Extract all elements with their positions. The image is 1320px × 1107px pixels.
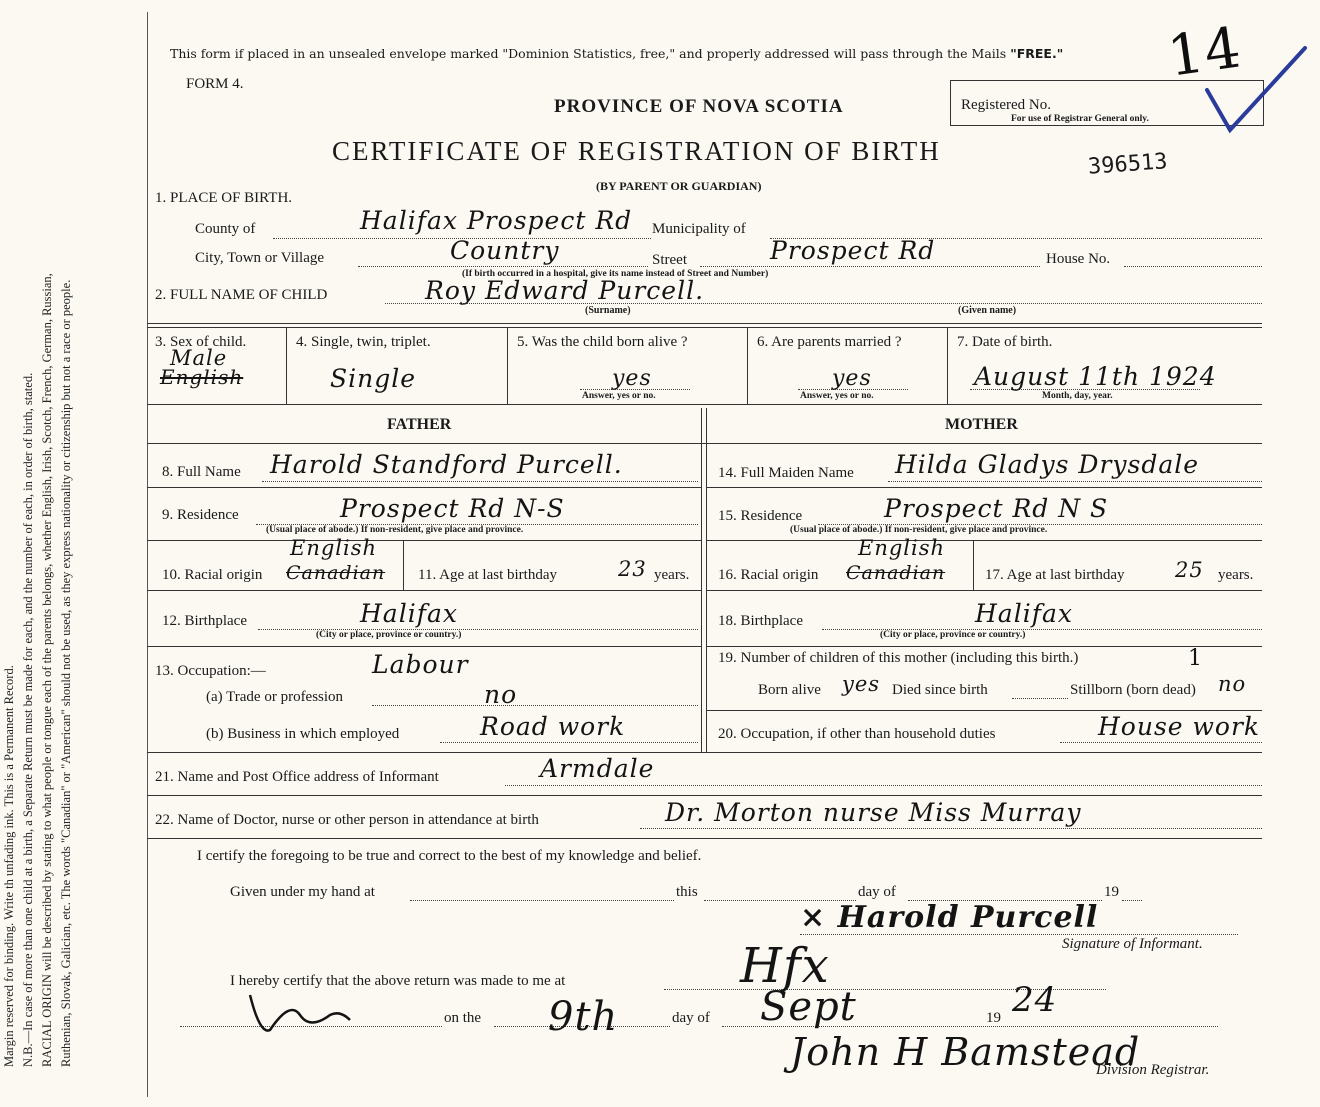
father-racial-value: English bbox=[290, 536, 378, 560]
father-row-3 bbox=[147, 590, 701, 591]
this-label: this bbox=[676, 884, 698, 900]
informant-signature-line bbox=[800, 934, 1238, 935]
county-value: Halifax Prospect Rd bbox=[360, 206, 633, 235]
year-line bbox=[1122, 900, 1142, 901]
dob-caption: Month, day, year. bbox=[1042, 391, 1113, 401]
registrar-statement: I hereby certify that the above return was made to me at bbox=[230, 973, 566, 989]
municipality-label: Municipality of bbox=[652, 221, 746, 237]
mother-birthplace-value: Halifax bbox=[975, 599, 1073, 628]
parents-divider bbox=[701, 408, 702, 752]
margin-line-nb: N.B.—In case of more than one child at a birth, a Separate Return must be made for each, and the number of each, in order of birth, stated. bbox=[21, 372, 35, 1067]
married-caption: Answer, yes or no. bbox=[800, 391, 874, 401]
father-racial-label: 10. Racial origin bbox=[162, 567, 263, 583]
father-birthplace-caption: (City or place, province or country.) bbox=[316, 630, 462, 640]
stamp-number: 396513 bbox=[1087, 149, 1169, 180]
mother-residence-label: 15. Residence bbox=[718, 508, 803, 524]
hospital-note: (If birth occurred in a hospital, give its name instead of Street and Number) bbox=[462, 269, 769, 279]
registrar-signature: John H Bamstead bbox=[790, 1030, 1141, 1074]
mother-name-label: 14. Full Maiden Name bbox=[718, 465, 854, 481]
died-line bbox=[1012, 698, 1068, 699]
child-name-value: Roy Edward Purcell. bbox=[425, 276, 705, 305]
plurality-value: Single bbox=[330, 364, 417, 393]
mother-name-line bbox=[888, 481, 1262, 482]
trade-value: no bbox=[484, 680, 518, 709]
father-heading: FATHER bbox=[387, 416, 452, 433]
place-heading: 1. PLACE OF BIRTH. bbox=[155, 190, 293, 206]
margin-notes bbox=[0, 12, 140, 1107]
row-divider-2 bbox=[147, 404, 1262, 405]
mail-free: "FREE." bbox=[1010, 46, 1064, 61]
mother-occupation-label: 20. Occupation, if other than household duties bbox=[718, 726, 996, 742]
father-occupation-value: Labour bbox=[372, 650, 469, 679]
died-label: Died since birth bbox=[892, 682, 988, 698]
dob-label: 7. Date of birth. bbox=[957, 334, 1053, 350]
father-occupation-label: 13. Occupation:— bbox=[155, 663, 266, 679]
mother-residence-caption: (Usual place of abode.) If non-resident, give place and province. bbox=[790, 525, 1048, 535]
street-label: Street bbox=[652, 252, 687, 268]
doctor-value: Dr. Morton nurse Miss Murray bbox=[665, 798, 1082, 827]
mother-occupation-value: House work bbox=[1098, 712, 1261, 741]
mother-birthplace-caption: (City or place, province or country.) bbox=[880, 630, 1026, 640]
alive-caption: Answer, yes or no. bbox=[582, 391, 656, 401]
registrar-flourish-icon bbox=[240, 985, 360, 1045]
street-line bbox=[700, 266, 1040, 267]
sex-label: 3. Sex of child. bbox=[155, 334, 247, 350]
stillborn-label: Stillborn (born dead) bbox=[1070, 682, 1196, 698]
registrar-place-value: Hfx bbox=[740, 938, 830, 994]
sex-value: Male bbox=[170, 346, 228, 370]
father-age-value: 23 bbox=[618, 557, 647, 581]
dob-value: August 11th 1924 bbox=[974, 362, 1217, 391]
certificate-subtitle: (BY PARENT OR GUARDIAN) bbox=[596, 179, 762, 193]
children-label: 19. Number of children of this mother (including this birth.) bbox=[718, 650, 1079, 666]
mother-age-value: 25 bbox=[1175, 558, 1204, 582]
father-age-unit: years. bbox=[654, 567, 690, 583]
registrar-month-value: Sept bbox=[760, 984, 857, 1030]
registrar-caption: Division Registrar. bbox=[1096, 1062, 1210, 1078]
given-line bbox=[410, 900, 674, 901]
day-of-label-2: day of bbox=[672, 1010, 710, 1026]
col-divider-1 bbox=[286, 327, 287, 404]
row-divider-4 bbox=[147, 795, 1262, 796]
margin-divider bbox=[147, 12, 148, 1097]
mother-birthplace-label: 18. Birthplace bbox=[718, 613, 803, 629]
mother-row-4 bbox=[706, 646, 1262, 647]
mother-age-label: 17. Age at last birthday bbox=[985, 567, 1125, 583]
city-line bbox=[358, 266, 648, 267]
mother-residence-value: Prospect Rd N S bbox=[884, 494, 1109, 523]
given-label: Given under my hand at bbox=[230, 884, 375, 900]
on-the-label: on the bbox=[444, 1010, 482, 1026]
father-row-4 bbox=[147, 646, 701, 647]
row-divider-5 bbox=[147, 838, 1262, 839]
city-label: City, Town or Village bbox=[195, 250, 325, 266]
father-residence-caption: (Usual place of abode.) If non-resident, give place and province. bbox=[266, 525, 524, 535]
father-name-label: 8. Full Name bbox=[162, 464, 241, 480]
mother-age-unit: years. bbox=[1218, 567, 1254, 583]
mail-notice: This form if placed in an unsealed envelope marked "Dominion Statistics, free," and properly addressed will pass through the Mails "FREE." bbox=[170, 46, 1064, 61]
father-residence-value: Prospect Rd N-S bbox=[340, 494, 565, 523]
plurality-label: 4. Single, twin, triplet. bbox=[296, 334, 431, 350]
stillborn-value: no bbox=[1218, 672, 1247, 696]
mother-racial-divider bbox=[973, 540, 974, 590]
married-label: 6. Are parents married ? bbox=[757, 334, 902, 350]
mother-row-3 bbox=[706, 590, 1262, 591]
registered-mark: 14 bbox=[1163, 15, 1246, 90]
parents-heading-line bbox=[147, 443, 1262, 444]
mother-name-value: Hilda Gladys Drysdale bbox=[895, 450, 1200, 479]
business-label: (b) Business in which employed bbox=[206, 726, 400, 742]
row-divider-3 bbox=[147, 752, 1262, 753]
doctor-label: 22. Name of Doctor, nurse or other person in attendance at birth bbox=[155, 812, 539, 828]
informant-line bbox=[505, 785, 1262, 786]
city-value: Country bbox=[450, 236, 560, 265]
given-caption: (Given name) bbox=[958, 305, 1017, 316]
province-heading: PROVINCE OF NOVA SCOTIA bbox=[554, 96, 844, 117]
form-number: FORM 4. bbox=[186, 76, 244, 92]
mother-heading: MOTHER bbox=[945, 416, 1018, 433]
child-name-label: 2. FULL NAME OF CHILD bbox=[155, 287, 328, 303]
married-value: yes bbox=[832, 366, 872, 391]
street-value: Prospect Rd bbox=[770, 236, 936, 265]
registrar-note: For use of Registrar General only. bbox=[1011, 114, 1149, 124]
registered-label: Registered No. bbox=[961, 97, 1051, 113]
house-line bbox=[1124, 266, 1262, 267]
row-divider-1 bbox=[147, 323, 1262, 324]
margin-line-racial: RACIAL ORIGIN will be described by stating to what people or tongue each of the parents belongs, whether English, Irish, Scotch, French, German, Russian, bbox=[40, 273, 54, 1067]
father-racial-struck: Canadian bbox=[286, 562, 386, 584]
informant-signature: × Harold Purcell bbox=[800, 900, 1099, 935]
mother-row-5 bbox=[706, 710, 1262, 711]
father-name-value: Harold Standford Purcell. bbox=[270, 450, 623, 479]
registrar-day-value: 9th bbox=[548, 994, 619, 1040]
county-label: County of bbox=[195, 221, 256, 237]
father-residence-label: 9. Residence bbox=[162, 507, 239, 523]
mother-racial-value: English bbox=[858, 536, 946, 560]
mother-occupation-line bbox=[1060, 742, 1262, 743]
margin-line-racial-2: Ruthenian, Slovak, Galician, etc. The words "Canadian" or "American" should not be used, as they express nationality or citizenship but not a race or people. bbox=[59, 279, 73, 1067]
doctor-line bbox=[640, 828, 1262, 829]
business-line bbox=[440, 742, 698, 743]
business-value: Road work bbox=[480, 712, 626, 741]
house-label: House No. bbox=[1046, 251, 1111, 267]
day-of-label: day of bbox=[858, 884, 896, 900]
mother-row-1 bbox=[706, 487, 1262, 488]
parents-divider-b bbox=[706, 408, 707, 752]
col-divider-2 bbox=[507, 327, 508, 404]
father-row-2 bbox=[147, 540, 701, 541]
certify-statement: I certify the foregoing to be true and correct to the best of my knowledge and belief. bbox=[197, 848, 702, 864]
father-row-1 bbox=[147, 487, 701, 488]
certificate-title: CERTIFICATE OF REGISTRATION OF BIRTH bbox=[332, 136, 941, 166]
alive-value: yes bbox=[612, 366, 652, 391]
informant-value: Armdale bbox=[540, 754, 655, 783]
col-divider-4 bbox=[947, 327, 948, 404]
year-prefix-2: 19 bbox=[986, 1010, 1001, 1026]
mother-racial-label: 16. Racial origin bbox=[718, 567, 819, 583]
father-birthplace-value: Halifax bbox=[360, 599, 458, 628]
checkmark-icon bbox=[1195, 40, 1315, 140]
children-value: 1 bbox=[1188, 646, 1203, 671]
signature-caption: Signature of Informant. bbox=[1062, 936, 1203, 952]
born-alive-label: Born alive bbox=[758, 682, 821, 698]
registrar-year-value: 24 bbox=[1012, 980, 1058, 1020]
sex-struck: English bbox=[160, 365, 244, 389]
margin-line-binding: Margin reserved for binding. Write th unfading ink. This is a Permanent Record. bbox=[2, 665, 16, 1067]
surname-caption: (Surname) bbox=[585, 305, 631, 316]
trade-line bbox=[372, 705, 698, 706]
father-birthplace-label: 12. Birthplace bbox=[162, 613, 247, 629]
alive-label: 5. Was the child born alive ? bbox=[517, 334, 688, 350]
row-divider-1b bbox=[147, 327, 1262, 328]
father-age-label: 11. Age at last birthday bbox=[418, 567, 557, 583]
informant-label: 21. Name and Post Office address of Informant bbox=[155, 769, 439, 785]
mother-racial-struck: Canadian bbox=[846, 562, 946, 584]
father-racial-divider bbox=[403, 540, 404, 590]
year-prefix: 19 bbox=[1104, 884, 1119, 900]
mother-row-2 bbox=[706, 540, 1262, 541]
born-alive-value: yes bbox=[842, 672, 881, 696]
father-name-line bbox=[262, 481, 698, 482]
col-divider-3 bbox=[747, 327, 748, 404]
trade-label: (a) Trade or profession bbox=[206, 689, 344, 705]
